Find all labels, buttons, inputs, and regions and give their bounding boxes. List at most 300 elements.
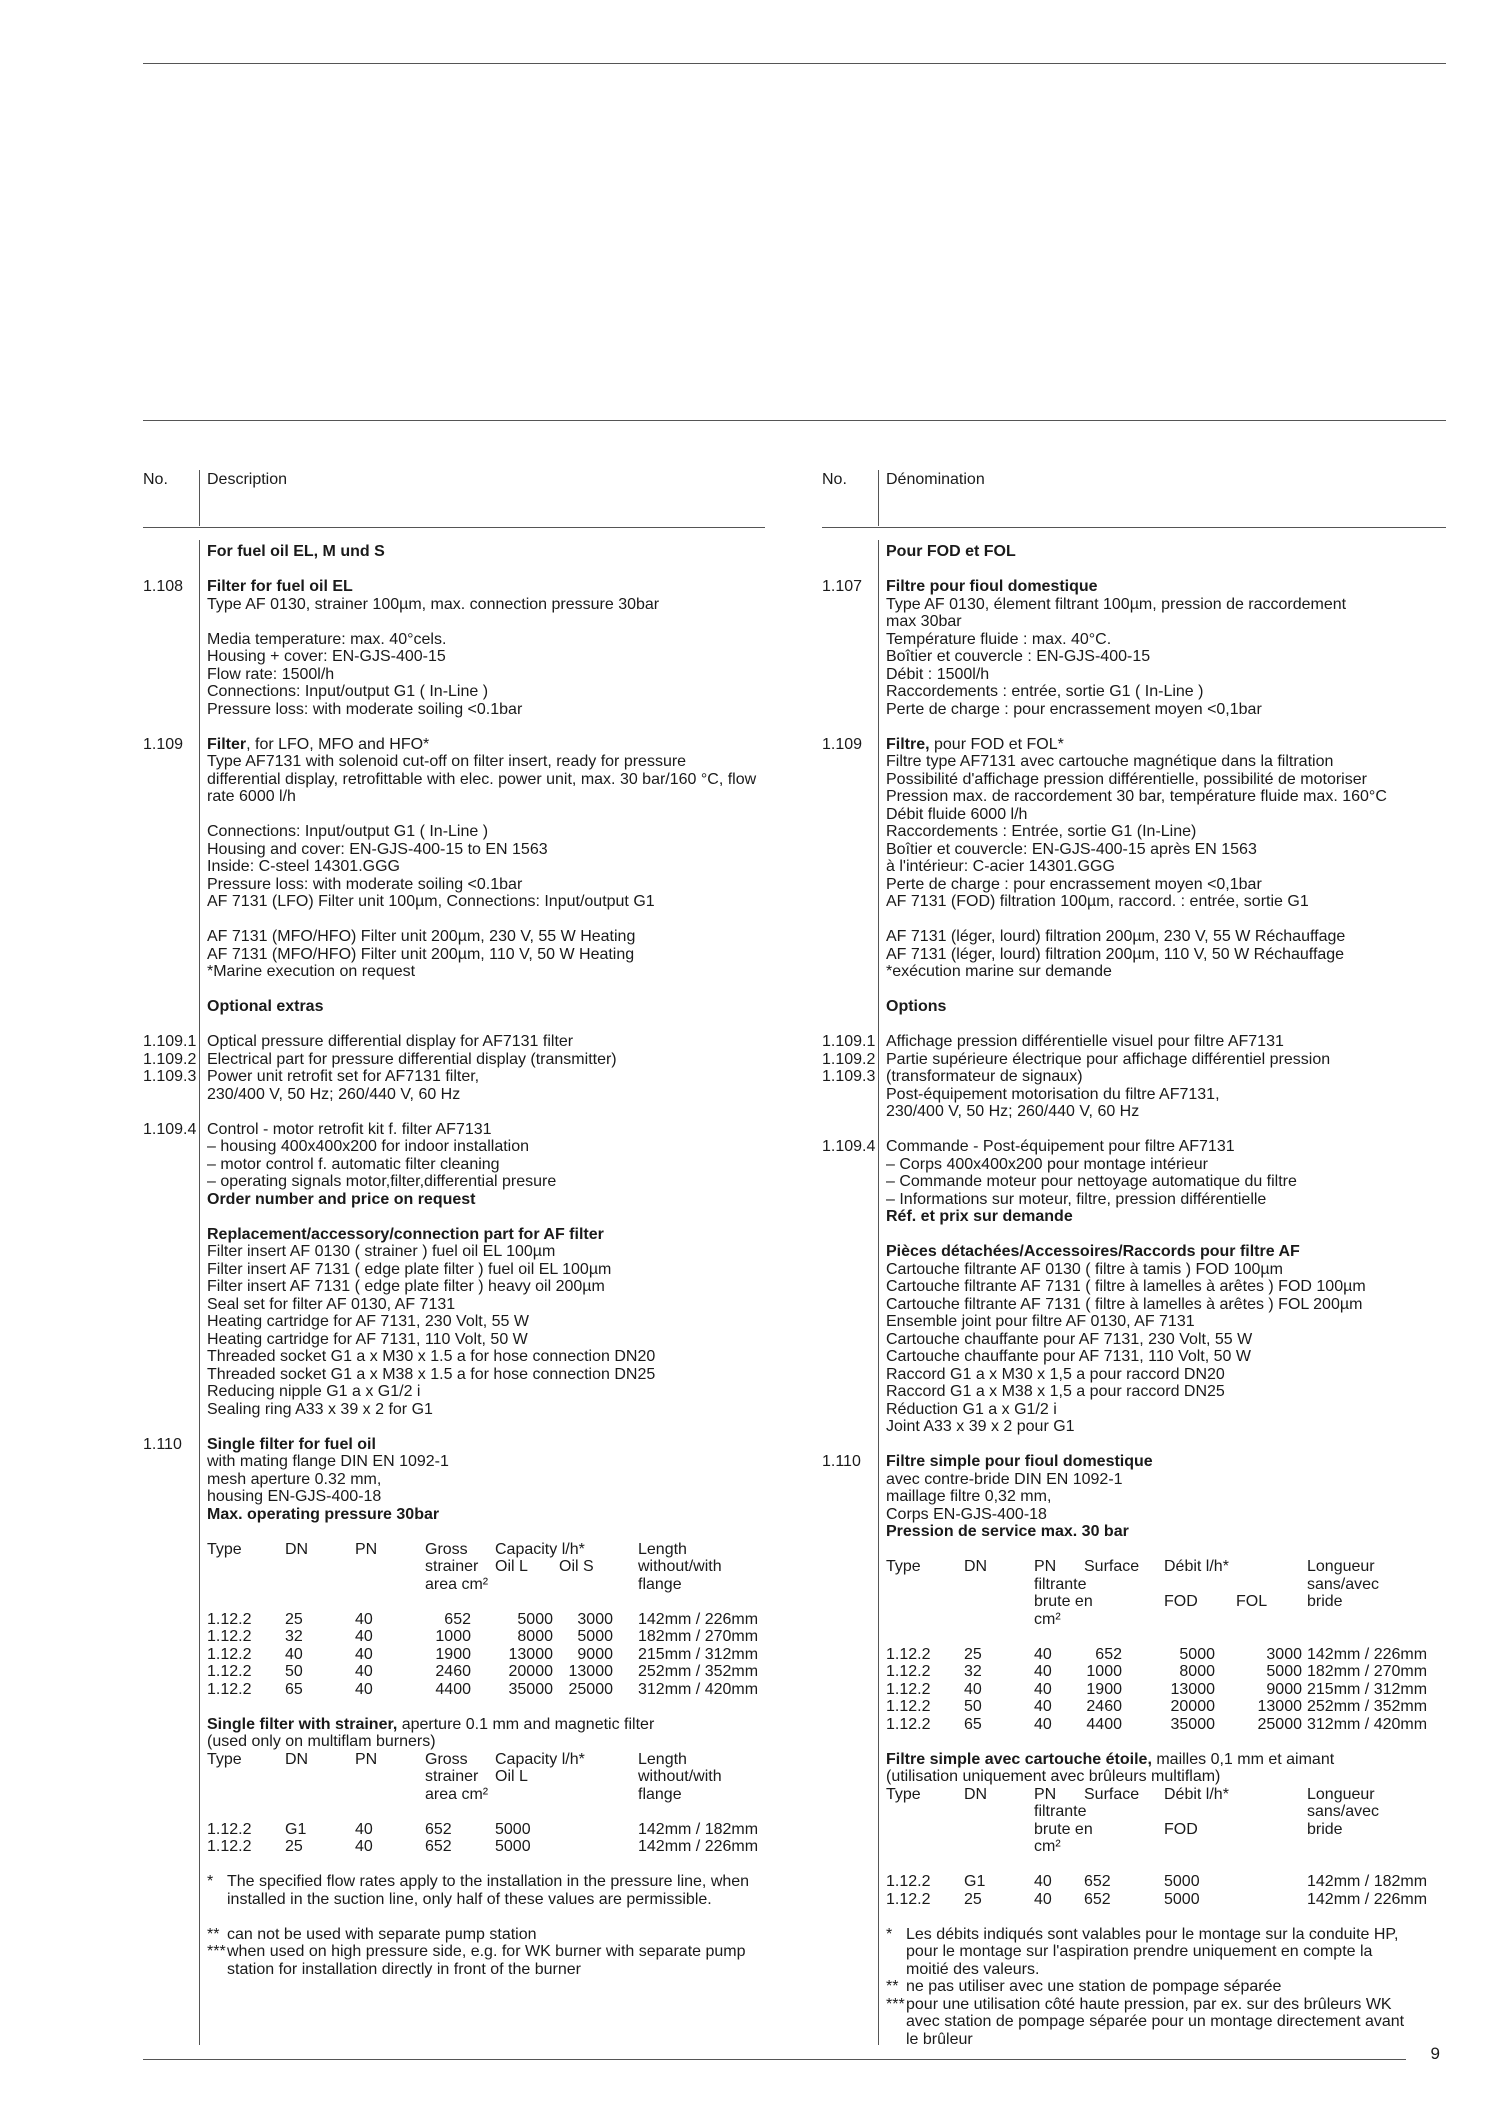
right-table1-cell: 9000 (1266, 1680, 1302, 1698)
left-text-line (207, 613, 803, 631)
right-text-line: Post-équipement motorisation du filtre AF7131, (886, 1085, 1220, 1103)
left-text-line: Flow rate: 1500l/h (207, 665, 335, 683)
right-entry (822, 736, 1452, 981)
left-table2-header-cell: strainer (425, 1768, 479, 1785)
right-footnote (886, 1978, 1452, 1996)
right-entry-number: 1.109.2 (822, 1050, 876, 1068)
left-entry (143, 1068, 803, 1103)
left-entry (143, 1121, 803, 1209)
section-rule (143, 420, 1446, 421)
left-entry (143, 578, 803, 718)
left-table1-header-cell: Oil S (559, 1558, 594, 1575)
right-table1-header-cell: cm² (1034, 1610, 1061, 1628)
left-entry-number: 1.110 (143, 1435, 182, 1453)
right-footnote-text (906, 1978, 1452, 1996)
left-text-line: For fuel oil EL, M und S (207, 543, 385, 560)
left-entry-text (207, 543, 803, 561)
left-table2-header-cell: area cm² (425, 1785, 489, 1803)
right-text-line: Type AF 0130, élement filtrant 100µm, pression de raccordement (886, 595, 1347, 613)
left-entry-number: 1.109.4 (143, 1120, 197, 1138)
left-table1-cell: 1.12.2 (207, 1663, 252, 1680)
left-footnote-text (227, 1943, 803, 1978)
right-entry-text (886, 1033, 1452, 1051)
right-header-denomination: Dénomination (886, 471, 985, 488)
right-column-divider (878, 470, 879, 526)
right-section2-title: Filtre simple avec cartouche étoile, mailles 0,1 mm et aimant (886, 1750, 1335, 1768)
left-section2 (207, 1716, 803, 1751)
left-text-line: Seal set for filter AF 0130, AF 7131 (207, 1295, 456, 1313)
left-text-line: Pressure loss: with moderate soiling <0.1bar (207, 700, 523, 718)
left-text-line (207, 806, 803, 824)
left-entry-text (207, 1226, 803, 1419)
right-text-line: à l'intérieur: C-acier 14301.GGG (886, 858, 1115, 875)
right-table1-cell: 1.12.2 (886, 1680, 931, 1698)
left-text-line: Max. operating pressure 30bar (207, 1505, 440, 1523)
left-entry-number: 1.109.2 (143, 1050, 197, 1068)
left-table2-cell: G1 (285, 1820, 307, 1838)
right-table1-cell: 1900 (1086, 1680, 1122, 1698)
left-text-line: *Marine execution on request (207, 963, 416, 980)
right-table2-cell: 5000 (1164, 1873, 1200, 1890)
right-text-line: Cartouche filtrante AF 0130 ( filtre à tamis ) FOD 100µm (886, 1260, 1283, 1278)
right-table1-cell: 40 (1034, 1663, 1052, 1680)
left-table2-header-cell: Oil L (495, 1768, 528, 1785)
right-text-line: AF 7131 (léger, lourd) filtration 200µm, 230 V, 55 W Réchauffage (886, 928, 1346, 945)
left-text-line: 230/400 V, 50 Hz; 260/440 V, 60 Hz (207, 1085, 461, 1103)
left-table1-cell: 35000 (508, 1680, 553, 1698)
left-header-no: No. (143, 471, 168, 488)
left-entry-text (207, 1068, 803, 1103)
right-table1-header-cell: bride (1307, 1593, 1343, 1610)
left-table1-cell: 182mm / 270mm (638, 1628, 759, 1645)
right-text-line: Filtre simple pour fioul domestique (886, 1453, 1153, 1470)
left-table2-cell: 5000 (495, 1838, 531, 1855)
right-table1-cell: 8000 (1179, 1663, 1215, 1680)
right-text-line: – Commande moteur pour nettoyage automatique du filtre (886, 1173, 1297, 1190)
left-text-line (207, 911, 803, 929)
left-table1-header-cell: area cm² (425, 1575, 489, 1593)
left-footnote-mark: *** (207, 1943, 226, 1960)
right-table1-cell: 142mm / 226mm (1307, 1645, 1428, 1663)
left-text-line: Threaded socket G1 a x M38 x 1.5 a for hose connection DN25 (207, 1365, 656, 1383)
right-text-line: Partie supérieure électrique pour affichage différentiel pression (886, 1050, 1331, 1068)
right-entry-text (886, 578, 1452, 718)
right-column (822, 543, 1452, 2048)
left-entry (143, 998, 803, 1016)
left-text-line: – operating signals motor,filter,differential presure (207, 1173, 557, 1190)
left-footnote-line (227, 1908, 803, 1926)
right-table2-cell: 5000 (1164, 1890, 1200, 1908)
right-entry-text (886, 736, 1452, 981)
left-text-line: Connections: Input/output G1 ( In-Line ) (207, 683, 489, 700)
left-entry (143, 543, 803, 561)
left-table2-table (207, 1751, 803, 1856)
right-text-line: Boîtier et couvercle: EN-GJS-400-15 après EN 1563 (886, 840, 1257, 858)
right-text-line: Pression de service max. 30 bar (886, 1523, 1129, 1540)
right-table1-header-cell: sans/avec (1307, 1575, 1380, 1593)
left-table1-header-cell: without/with (638, 1558, 722, 1575)
left-header-description: Description (207, 471, 288, 488)
left-text-line: Filter for fuel oil EL (207, 578, 353, 595)
right-entry (822, 543, 1452, 561)
right-text-line: Corps EN-GJS-400-18 (886, 1505, 1047, 1523)
right-entry-text (886, 1051, 1452, 1069)
right-table2-cell: 652 (1084, 1890, 1111, 1908)
left-entry (143, 1436, 803, 1524)
right-table1-cell: 40 (964, 1680, 982, 1698)
right-entry-number: 1.110 (822, 1453, 861, 1470)
left-table1-cell: 4400 (435, 1680, 471, 1698)
left-entry-number: 1.109.3 (143, 1068, 197, 1085)
left-text-line: housing EN-GJS-400-18 (207, 1488, 382, 1505)
left-text-line: AF 7131 (LFO) Filter unit 100µm, Connections: Input/output G1 (207, 893, 655, 910)
right-table2-cell: 652 (1084, 1873, 1111, 1890)
left-table2-header-cell: Capacity l/h* (495, 1750, 585, 1768)
left-entry-number: 1.109 (143, 735, 184, 753)
left-table1-cell: 25 (285, 1610, 303, 1628)
right-text-line: Commande - Post-équipement pour filtre AF7131 (886, 1138, 1235, 1155)
right-table1-cell: 1.12.2 (886, 1698, 931, 1715)
left-table1-cell: 40 (355, 1628, 373, 1645)
left-table2-cell: 40 (355, 1820, 373, 1838)
left-table1-cell: 5000 (517, 1610, 553, 1628)
left-table1-cell: 20000 (508, 1663, 553, 1680)
left-table1-cell: 5000 (577, 1628, 613, 1645)
left-text-line: Optical pressure differential display for AF7131 filter (207, 1033, 574, 1050)
left-table2-header-cell: Length (638, 1750, 687, 1768)
right-footnotes (886, 1926, 1452, 2049)
page-number: 9 (1430, 2044, 1440, 2063)
right-footnote-line: ne pas utiliser avec une station de pompage séparée (906, 1978, 1282, 1995)
left-footnote-text (227, 1908, 803, 1926)
right-table1-header-cell: Débit l/h* (1164, 1558, 1229, 1575)
right-text-line: Raccordements : entrée, sortie G1 ( In-Line ) (886, 683, 1204, 700)
right-table2-cell: 142mm / 226mm (1307, 1890, 1428, 1908)
right-entry-number: 1.109 (822, 735, 863, 753)
left-table2-cell: 25 (285, 1838, 303, 1855)
right-table1-cell: 182mm / 270mm (1307, 1663, 1428, 1680)
left-table1-cell: 215mm / 312mm (638, 1645, 759, 1663)
right-table1-cell: 652 (1095, 1645, 1122, 1663)
left-table1-cell: 142mm / 226mm (638, 1610, 759, 1628)
left-table1-cell: 3000 (577, 1610, 613, 1628)
right-table1-cell: 40 (1034, 1645, 1052, 1663)
right-footnote-line: le brûleur (906, 2030, 973, 2048)
left-table1-header-cell: strainer (425, 1558, 479, 1575)
right-table1-cell: 13000 (1257, 1698, 1302, 1715)
left-text-line: Threaded socket G1 a x M30 x 1.5 a for hose connection DN20 (207, 1348, 656, 1365)
left-text-line: Optional extras (207, 998, 324, 1015)
right-table2-header-cell: Type (886, 1785, 921, 1803)
right-table1-cell: 1.12.2 (886, 1645, 931, 1663)
left-entry-text (207, 1121, 803, 1209)
left-table1-cell: 13000 (568, 1663, 613, 1680)
left-table2-header-cell: DN (285, 1750, 309, 1768)
left-text-line: Filter insert AF 7131 ( edge plate filter ) heavy oil 200µm (207, 1278, 605, 1295)
left-entry-text (207, 736, 803, 981)
right-table1-header-cell: FOL (1236, 1593, 1268, 1610)
left-text-line: Media temperature: max. 40°cels. (207, 630, 447, 648)
left-footnote-mark: * (207, 1873, 214, 1890)
left-table2-cell: 142mm / 182mm (638, 1820, 759, 1838)
left-table2-header-cell: flange (638, 1785, 682, 1803)
left-table1-header-cell: Length (638, 1540, 687, 1558)
right-text-line: Pression max. de raccordement 30 bar, température fluide max. 160°C (886, 788, 1387, 805)
left-text-line: AF 7131 (MFO/HFO) Filter unit 200µm, 110 V, 50 W Heating (207, 945, 635, 963)
left-text-line: Control - motor retrofit kit f. filter AF7131 (207, 1120, 492, 1138)
left-footnote (207, 1926, 803, 1944)
right-entry (822, 1138, 1452, 1226)
right-table1-table (886, 1558, 1452, 1733)
left-footnote-line: can not be used with separate pump station (227, 1925, 537, 1943)
right-table1-cell: 5000 (1266, 1663, 1302, 1680)
top-rule (143, 63, 1446, 64)
right-table2-cell: 40 (1034, 1873, 1052, 1890)
right-table1-cell: 25000 (1257, 1715, 1302, 1733)
left-section2-subtitle: (used only on multiflam burners) (207, 1733, 436, 1750)
left-text-line: Connections: Input/output G1 ( In-Line ) (207, 823, 489, 840)
right-text-line: – Informations sur moteur, filtre, pression différentielle (886, 1190, 1267, 1208)
right-table2-header-cell: cm² (1034, 1838, 1061, 1855)
left-footnotes (207, 1873, 803, 1978)
left-text-line: Power unit retrofit set for AF7131 filter, (207, 1068, 480, 1085)
left-table2-cell: 142mm / 226mm (638, 1838, 759, 1855)
left-text-line: Replacement/accessory/connection part for AF filter (207, 1225, 604, 1243)
left-text-line: Inside: C-steel 14301.GGG (207, 858, 400, 875)
left-table1-cell: 13000 (508, 1645, 553, 1663)
right-entry-number: 1.109.1 (822, 1033, 876, 1050)
left-table2-cell: 652 (425, 1838, 452, 1855)
right-text-line: Filtre type AF7131 avec cartouche magnétique dans la filtration (886, 753, 1334, 770)
left-entry (143, 736, 803, 981)
right-text-line: avec contre-bride DIN EN 1092-1 (886, 1470, 1123, 1488)
right-text-line: Boîtier et couvercle : EN-GJS-400-15 (886, 648, 1151, 665)
left-table1-cell: 40 (285, 1645, 303, 1663)
right-section2 (886, 1751, 1452, 1786)
left-text-line: Filter insert AF 0130 ( strainer ) fuel oil EL 100µm (207, 1243, 556, 1260)
left-table1-header-cell: PN (355, 1540, 378, 1558)
right-text-line: Perte de charge : pour encrassement moyen <0,1bar (886, 700, 1262, 718)
right-footnote-line: moitié des valeurs. (906, 1960, 1040, 1978)
left-footnote-line: The specified flow rates apply to the installation in the pressure line, when (227, 1873, 750, 1890)
left-text-line: Type AF7131 with solenoid cut-off on filter insert, ready for pressure (207, 753, 687, 770)
right-entry (822, 1051, 1452, 1069)
right-footnote-text (906, 1926, 1452, 1979)
left-footnote-text (227, 1873, 803, 1908)
left-text-line: mesh aperture 0.32 mm, (207, 1470, 382, 1488)
left-table2-header-cell: PN (355, 1750, 378, 1768)
right-table1-cell: 3000 (1266, 1645, 1302, 1663)
right-table1-cell: 13000 (1170, 1680, 1215, 1698)
right-text-line: Cartouche chauffante pour AF 7131, 230 Volt, 55 W (886, 1330, 1253, 1348)
right-table2-header-cell: bride (1307, 1820, 1343, 1838)
right-table2-header-cell: DN (964, 1785, 988, 1803)
right-text-line: Pour FOD et FOL (886, 543, 1016, 560)
left-footnote-line: installed in the suction line, only half of these values are permissible. (227, 1890, 712, 1908)
left-text-line: with mating flange DIN EN 1092-1 (207, 1453, 449, 1470)
right-entry-number: 1.107 (822, 578, 863, 595)
left-table1-header-cell: Oil L (495, 1558, 528, 1575)
left-table1-cell: 1.12.2 (207, 1628, 252, 1645)
left-footnote-line: station for installation directly in front of the burner (227, 1960, 581, 1978)
right-entry (822, 1033, 1452, 1051)
left-entry-number: 1.109.1 (143, 1033, 197, 1050)
left-table1-cell: 1.12.2 (207, 1645, 252, 1663)
left-table1-header-cell: Gross (425, 1540, 468, 1558)
left-table1-cell: 40 (355, 1645, 373, 1663)
left-text-line: Heating cartridge for AF 7131, 110 Volt, 50 W (207, 1330, 528, 1348)
right-entry-text (886, 1068, 1452, 1121)
left-table1-cell: 312mm / 420mm (638, 1680, 759, 1698)
left-table1-header-cell: Capacity l/h* (495, 1540, 585, 1558)
right-header-no: No. (822, 471, 847, 488)
right-text-line: Perte de charge : pour encrassement moyen <0,1bar (886, 875, 1262, 893)
right-entry-number: 1.109.4 (822, 1138, 876, 1155)
right-text-line: Possibilité d'affichage pression différentielle, possibilité de motoriser (886, 770, 1367, 788)
right-entry-text (886, 1243, 1452, 1436)
right-text-line: Raccord G1 a x M30 x 1,5 a pour raccord DN20 (886, 1365, 1225, 1383)
left-text-line: Reducing nipple G1 a x G1/2 i (207, 1383, 421, 1400)
right-text-line: Joint A33 x 39 x 2 pour G1 (886, 1418, 1075, 1435)
right-table2-cell: 142mm / 182mm (1307, 1873, 1428, 1890)
left-table1-cell: 2460 (435, 1663, 471, 1680)
right-table1-cell: 312mm / 420mm (1307, 1715, 1428, 1733)
left-text-line: Type AF 0130, strainer 100µm, max. connection pressure 30bar (207, 595, 660, 613)
right-text-line: Ensemble joint pour filtre AF 0130, AF 7131 (886, 1313, 1195, 1330)
left-table1-cell: 25000 (568, 1680, 613, 1698)
left-table2-cell: 652 (425, 1820, 452, 1838)
right-table2-cell: 25 (964, 1890, 982, 1908)
left-table1-cell: 65 (285, 1680, 303, 1698)
left-table1-cell: 1.12.2 (207, 1610, 252, 1628)
right-table1-cell: 25 (964, 1645, 982, 1663)
left-entry-text (207, 1051, 803, 1069)
right-text-line: Cartouche chauffante pour AF 7131, 110 Volt, 50 W (886, 1348, 1251, 1365)
right-entry (822, 1068, 1452, 1121)
left-text-line: Electrical part for pressure differential display (transmitter) (207, 1050, 617, 1068)
right-text-line: Filtre, pour FOD et FOL* (886, 735, 1064, 753)
right-text-line: maillage filtre 0,32 mm, (886, 1488, 1052, 1505)
right-table1-cell: 35000 (1170, 1715, 1215, 1733)
left-text-line: Sealing ring A33 x 39 x 2 for G1 (207, 1400, 433, 1418)
left-table1-cell: 252mm / 352mm (638, 1663, 759, 1680)
right-table1-cell: 40 (1034, 1698, 1052, 1715)
left-table1-cell: 652 (444, 1610, 471, 1628)
right-footnote-mark: * (886, 1925, 893, 1943)
right-text-line: Raccord G1 a x M38 x 1,5 a pour raccord DN25 (886, 1383, 1225, 1400)
left-text-line: Filter, for LFO, MFO and HFO* (207, 735, 430, 753)
left-entry (143, 1051, 803, 1069)
right-table1-cell: 215mm / 312mm (1307, 1680, 1428, 1698)
right-footnote-line: pour une utilisation côté haute pression, par ex. sur des brûleurs WK (906, 1995, 1392, 2013)
left-footnote-line: when used on high pressure side, e.g. for WK burner with separate pump (227, 1943, 746, 1960)
left-table1-cell: 9000 (577, 1645, 613, 1663)
left-entry-number: 1.108 (143, 578, 184, 595)
right-table2-cell: 1.12.2 (886, 1873, 931, 1890)
left-entry-text (207, 1033, 803, 1051)
left-entry (143, 1033, 803, 1051)
right-text-line: Débit : 1500l/h (886, 665, 990, 683)
right-table1-cell: 50 (964, 1698, 982, 1715)
right-text-line: Débit fluide 6000 l/h (886, 805, 1028, 823)
right-text-line: Cartouche filtrante AF 7131 ( filtre à lamelles à arêtes ) FOD 100µm (886, 1278, 1366, 1295)
right-table1-header-cell: Type (886, 1558, 921, 1575)
left-footnote (207, 1908, 803, 1926)
right-table1-cell: 40 (1034, 1680, 1052, 1698)
right-table1-cell: 1.12.2 (886, 1715, 931, 1733)
left-table2-cell: 40 (355, 1838, 373, 1855)
left-table2-cell: 1.12.2 (207, 1820, 252, 1838)
right-table1-header-cell: brute en (1034, 1593, 1093, 1610)
right-table1-cell: 1.12.2 (886, 1663, 931, 1680)
left-table1-cell: 1.12.2 (207, 1680, 252, 1698)
right-table2-header-cell: Débit l/h* (1164, 1785, 1229, 1803)
right-table1-cell: 65 (964, 1715, 982, 1733)
left-column (143, 543, 803, 1978)
left-entry-text (207, 1436, 803, 1524)
right-table1-cell: 20000 (1170, 1698, 1215, 1715)
right-table1-cell: 2460 (1086, 1698, 1122, 1715)
right-text-line: – Corps 400x400x200 pour montage intérieur (886, 1155, 1208, 1173)
right-table1-header-cell: FOD (1164, 1593, 1198, 1610)
right-table2-cell: 1.12.2 (886, 1890, 931, 1908)
left-text-line: rate 6000 l/h (207, 788, 296, 805)
right-footnote-line: Les débits indiqués sont valables pour le montage sur la conduite HP, (906, 1925, 1399, 1943)
right-table2-header-cell: brute en (1034, 1820, 1093, 1838)
right-table1-header-cell: PN (1034, 1558, 1057, 1575)
right-table2-header-cell: sans/avec (1307, 1803, 1380, 1820)
left-table2-header-cell: Gross (425, 1750, 468, 1768)
left-text-line: Pressure loss: with moderate soiling <0.1bar (207, 875, 523, 893)
left-table1-cell: 32 (285, 1628, 303, 1645)
right-table1-header-cell: filtrante (1034, 1575, 1087, 1593)
right-table1-header-cell: Longueur (1307, 1558, 1375, 1575)
left-text-line: – housing 400x400x200 for indoor installation (207, 1138, 530, 1155)
left-table1-header-cell: Type (207, 1540, 242, 1558)
left-text-line: Heating cartridge for AF 7131, 230 Volt, 55 W (207, 1313, 529, 1330)
right-footnote-line: avec station de pompage séparée pour un montage directement avant (906, 2013, 1405, 2030)
left-table1-cell: 1900 (435, 1645, 471, 1663)
left-table1-header-cell: flange (638, 1575, 682, 1593)
left-entry-text (207, 998, 803, 1016)
right-section2-subtitle: (utilisation uniquement avec brûleurs multiflam) (886, 1768, 1221, 1785)
left-entry-text (207, 578, 803, 718)
left-section2-title: Single filter with strainer, aperture 0.1 mm and magnetic filter (207, 1715, 655, 1733)
right-table1-cell: 1000 (1086, 1663, 1122, 1680)
right-table1-cell: 4400 (1086, 1715, 1122, 1733)
left-table1-cell: 40 (355, 1610, 373, 1628)
right-text-line: *exécution marine sur demande (886, 963, 1112, 980)
right-entry-number: 1.109.3 (822, 1068, 876, 1085)
right-table2-cell: G1 (964, 1873, 986, 1890)
right-entry-text (886, 1138, 1452, 1226)
right-entry (822, 578, 1452, 718)
right-text-line: Raccordements : Entrée, sortie G1 (In-Line) (886, 823, 1197, 840)
left-text-line: – motor control f. automatic filter cleaning (207, 1155, 500, 1173)
left-table2-cell: 5000 (495, 1820, 531, 1838)
right-text-line: (transformateur de signaux) (886, 1068, 1083, 1085)
right-text-line: Options (886, 998, 947, 1015)
left-table1-cell: 8000 (517, 1628, 553, 1645)
left-table1-cell: 40 (355, 1663, 373, 1680)
right-text-line: Affichage pression différentielle visuel pour filtre AF7131 (886, 1033, 1284, 1050)
left-table1-header-cell: DN (285, 1540, 309, 1558)
right-entry-text (886, 1453, 1452, 1541)
left-text-line: Single filter for fuel oil (207, 1435, 376, 1453)
right-header-rule (822, 527, 1446, 528)
right-text-line: Réduction G1 a x G1/2 i (886, 1400, 1057, 1418)
right-footnote (886, 1926, 1452, 1979)
